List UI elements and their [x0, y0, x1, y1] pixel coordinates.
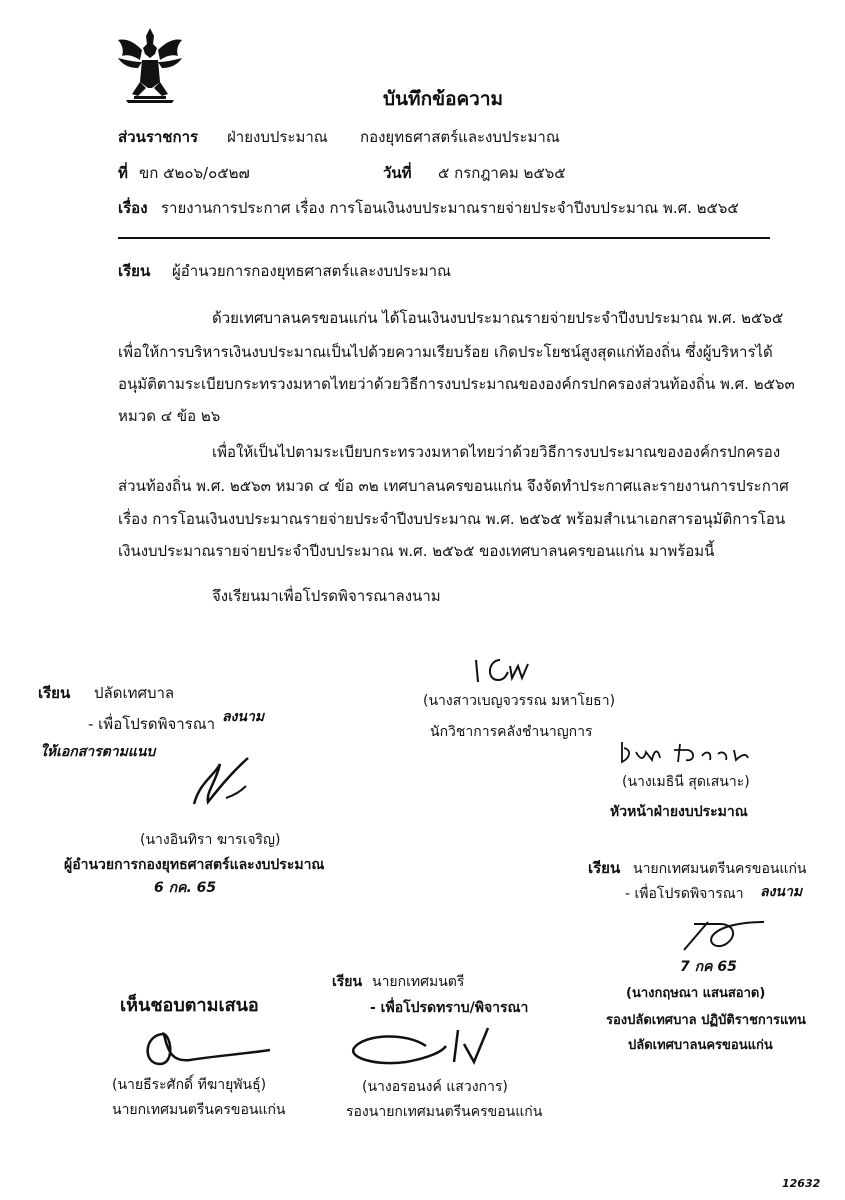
deputy-mayor-name: (นางอรอนงค์ แสวงการ): [362, 1079, 508, 1095]
left-note-handwritten-1: ลงนาม: [222, 709, 265, 725]
deputy-clerk-position-1: รองปลัดเทศบาล ปฏิบัติราชการแทน: [606, 1013, 806, 1028]
mayor-name: (นายธีระศักดิ์ ทีฆายุพันธุ์): [112, 1077, 267, 1093]
garuda-emblem-icon: [112, 24, 188, 104]
mayor-position: นายกเทศมนตรีนครขอนแก่น: [112, 1102, 286, 1118]
paragraph-1-line-1: ด้วยเทศบาลนครขอนแก่น ได้โอนเงินงบประมาณรายจ่ายประจำปีงบประมาณ พ.ศ. ๒๕๖๕: [212, 309, 784, 327]
middle-note-request: - เพื่อโปรดทราบ/พิจารณา: [370, 1000, 529, 1016]
subject-value: รายงานการประกาศ เรื่อง การโอนเงินงบประมาณรายจ่ายประจำปีงบประมาณ พ.ศ. ๒๕๖๕: [161, 199, 739, 217]
middle-note-recipient: นายกเทศมนตรี: [372, 974, 465, 990]
right-note-handwritten: ลงนาม: [760, 884, 803, 900]
signature-head-budget: [618, 738, 768, 766]
director-handwritten-date: 6 กค. 65: [154, 880, 217, 896]
date-label: วันที่: [383, 164, 412, 182]
signature-director: [186, 752, 256, 812]
left-note-request: - เพื่อโปรดพิจารณา: [88, 715, 216, 733]
paragraph-1-line-3: อนุมัติตามระเบียบกระทรวงมหาดไทยว่าด้วยวิธีการงบประมาณขององค์กรปกครองส่วนท้องถิ่น พ.ศ. ๒๕๖๓: [118, 375, 795, 393]
author-position: นักวิชาการคลังชำนาญการ: [430, 724, 593, 740]
signature-author: [470, 652, 540, 686]
director-position: ผู้อำนวยการกองยุทธศาสตร์และงบประมาณ: [64, 857, 325, 873]
left-note-salutation: เรียน: [38, 684, 71, 702]
middle-note-salutation: เรียน: [332, 974, 363, 990]
paragraph-1-line-2: เพื่อให้การบริหารเงินงบประมาณเป็นไปด้วยความเรียบร้อย เกิดประโยชน์สูงสุดแก่ท้องถิ่น ซึ่งผู้บริหารได้: [118, 343, 773, 361]
closing-line: จึงเรียนมาเพื่อโปรดพิจารณาลงนาม: [212, 587, 441, 605]
right-note-handwritten-date: 7 กค 65: [680, 959, 737, 975]
header-divider: [118, 237, 770, 239]
reference-label: ที่: [118, 164, 128, 182]
salutation-recipient: ผู้อำนวยการกองยุทธศาสตร์และงบประมาณ: [172, 262, 452, 280]
department-division: กองยุทธศาสตร์และงบประมาณ: [360, 128, 560, 146]
right-note-request: - เพื่อโปรดพิจารณา: [625, 886, 744, 902]
paragraph-2-line-3: เรื่อง การโอนเงินงบประมาณรายจ่ายประจำปีงบประมาณ พ.ศ. ๒๕๖๕ พร้อมสำเนาเอกสารอนุมัติการโอน: [118, 510, 786, 528]
head-budget-name: (นางเมธินี สุดเสนาะ): [622, 774, 750, 790]
subject-label: เรื่อง: [118, 199, 148, 217]
left-note-handwritten-2: ให้เอกสารตามแนบ: [40, 744, 156, 760]
signature-deputy-clerk: [680, 916, 770, 956]
paragraph-2-line-2: ส่วนท้องถิ่น พ.ศ. ๒๕๖๓ หมวด ๔ ข้อ ๓๒ เทศบาลนครขอนแก่น จึงจัดทำประกาศและรายงานการประกาศ: [118, 477, 789, 495]
approval-text: เห็นชอบตามเสนอ: [120, 995, 259, 1016]
author-name: (นางสาวเบญจวรรณ มหาโยธา): [423, 693, 616, 709]
signature-deputy-mayor: [346, 1022, 496, 1072]
salutation-label: เรียน: [118, 262, 151, 280]
deputy-clerk-name: (นางกฤษณา แสนสอาด): [626, 986, 766, 1001]
paragraph-2-line-1: เพื่อให้เป็นไปตามระเบียบกระทรวงมหาดไทยว่าด้วยวิธีการงบประมาณขององค์กรปกครอง: [212, 443, 781, 461]
signature-mayor: [134, 1024, 274, 1070]
right-note-recipient: นายกเทศมนตรีนครขอนแก่น: [633, 861, 807, 877]
memo-title: บันทึกข้อความ: [383, 88, 504, 110]
page-number: 12632: [782, 1177, 821, 1190]
deputy-clerk-position-2: ปลัดเทศบาลนครขอนแก่น: [628, 1038, 773, 1053]
date-value: ๕ กรกฎาคม ๒๕๖๕: [438, 164, 566, 182]
left-note-recipient: ปลัดเทศบาล: [94, 684, 175, 702]
department-unit: ฝ่ายงบประมาณ: [227, 128, 328, 146]
head-budget-position: หัวหน้าฝ่ายงบประมาณ: [610, 804, 748, 820]
department-label: ส่วนราชการ: [118, 128, 199, 146]
right-note-salutation: เรียน: [588, 859, 621, 877]
deputy-mayor-position: รองนายกเทศมนตรีนครขอนแก่น: [346, 1104, 543, 1120]
reference-number: ขก ๕๒๐๖/๐๕๒๗: [139, 164, 250, 182]
paragraph-2-line-4: เงินงบประมาณรายจ่ายประจำปีงบประมาณ พ.ศ. ๒๕๖๕ ของเทศบาลนครขอนแก่น มาพร้อมนี้: [118, 542, 715, 560]
director-name: (นางอินทิรา ฆารเจริญ): [140, 832, 281, 848]
paragraph-1-line-4: หมวด ๔ ข้อ ๒๖: [118, 407, 221, 425]
